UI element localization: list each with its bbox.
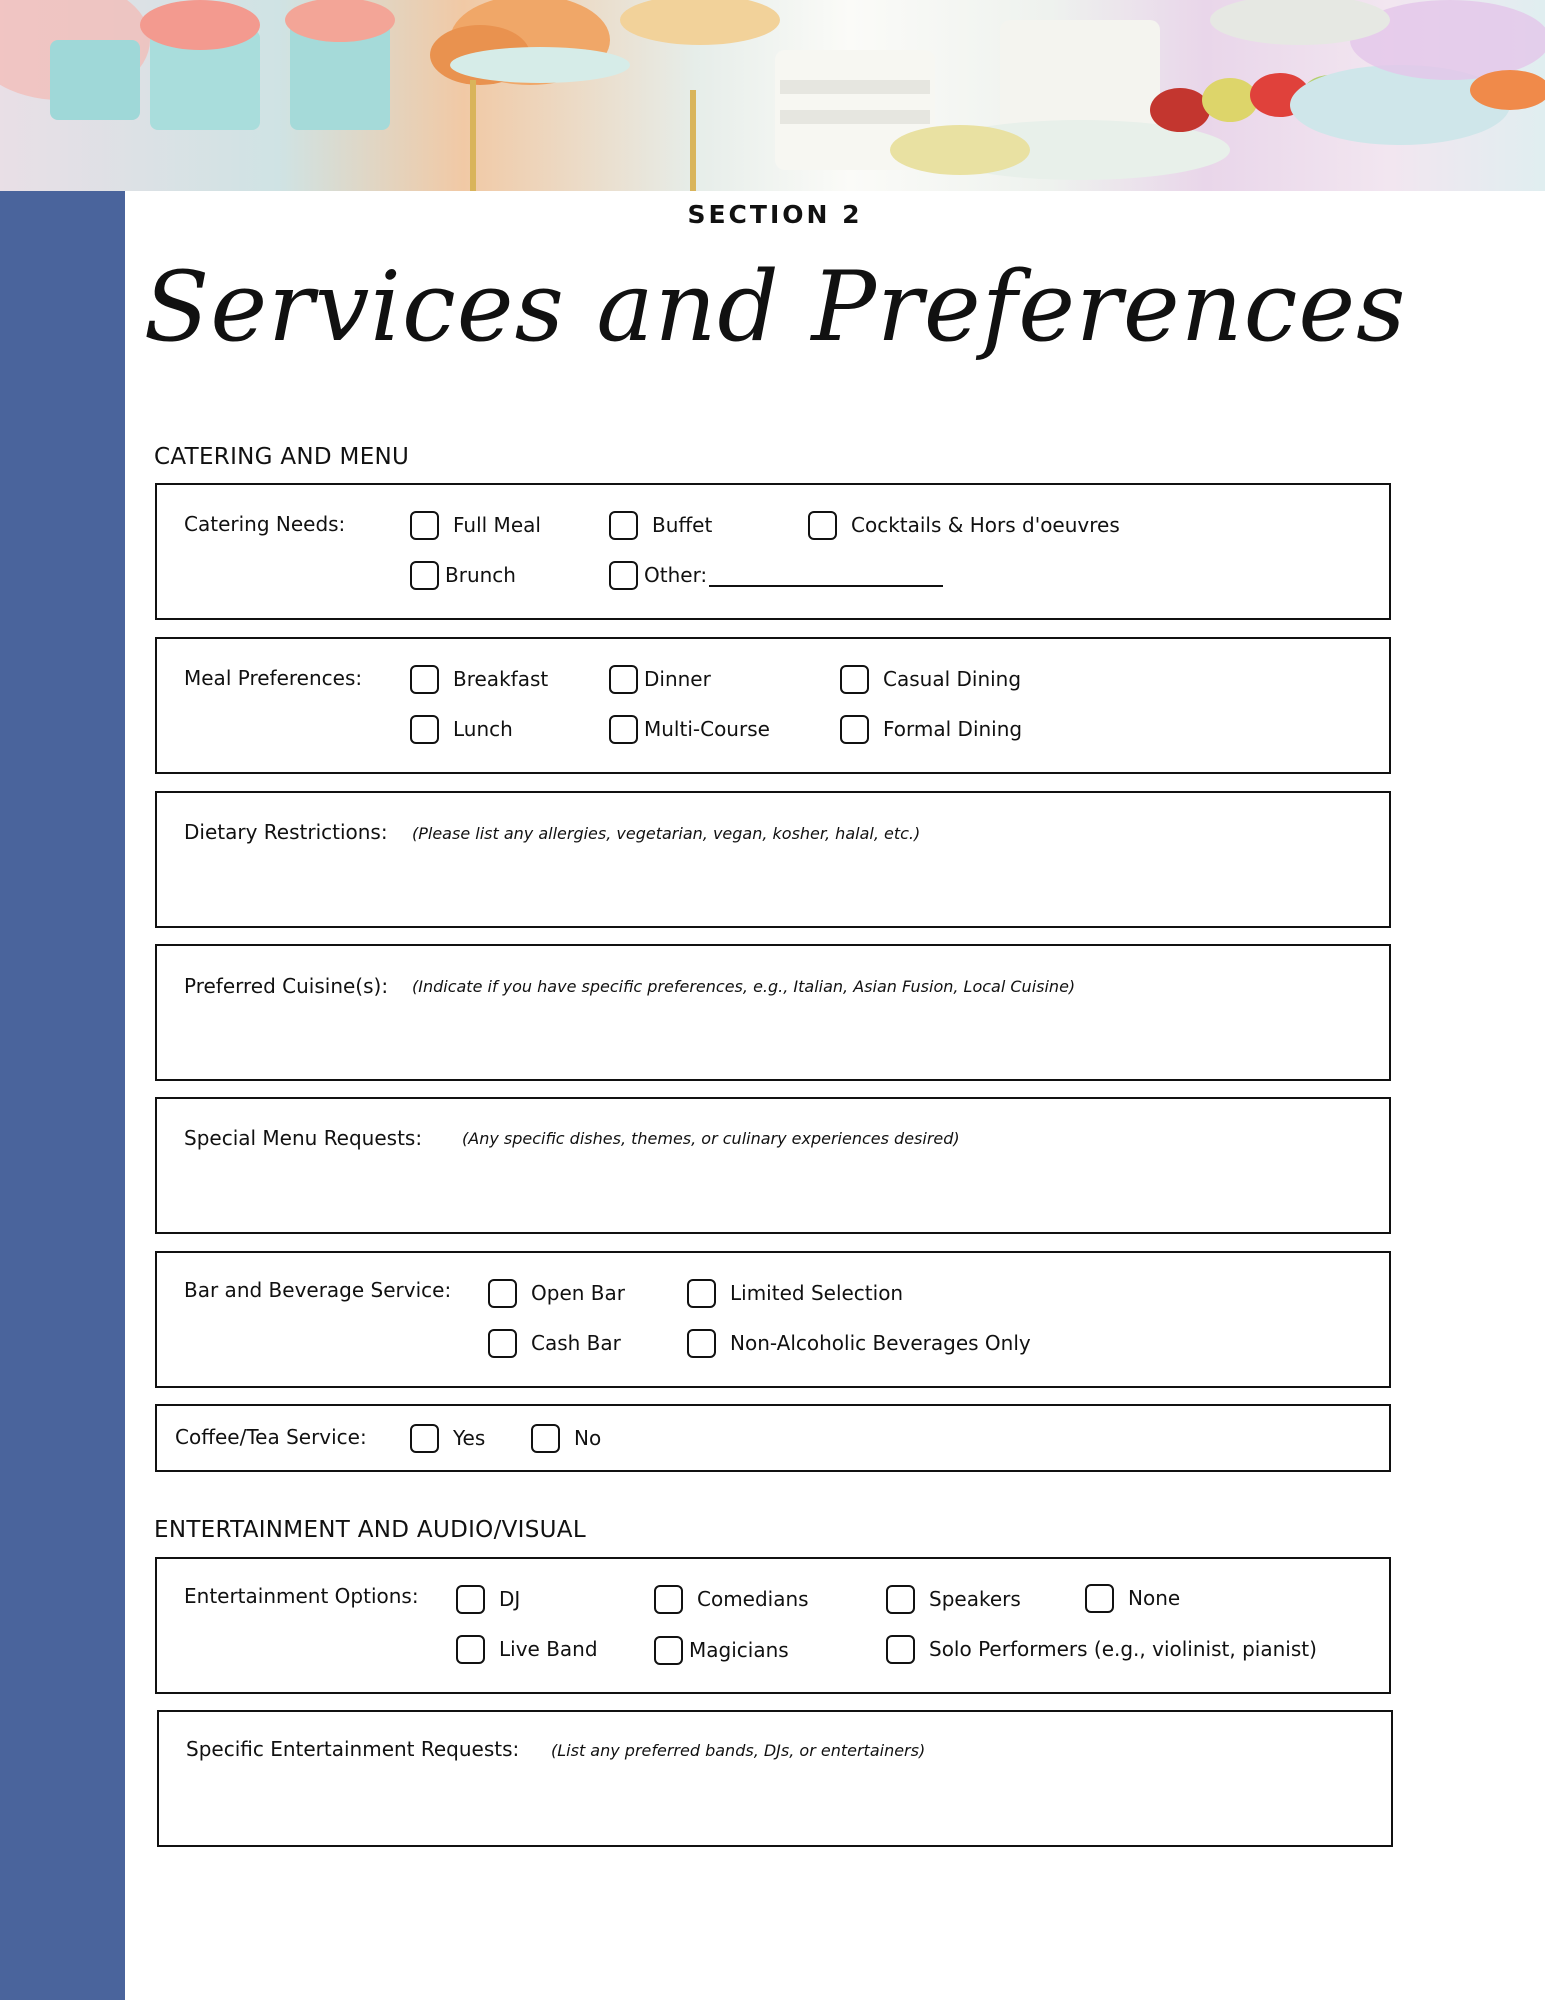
catering-heading: CATERING AND MENU bbox=[154, 444, 410, 470]
dietary-restrictions-box[interactable] bbox=[155, 791, 1391, 928]
checkbox[interactable] bbox=[456, 1585, 485, 1614]
bar-beverage-label: Bar and Beverage Service: bbox=[184, 1278, 452, 1302]
checkbox[interactable] bbox=[410, 511, 439, 540]
option-non-alcoholic[interactable]: Non-Alcoholic Beverages Only bbox=[687, 1327, 1031, 1359]
checkbox[interactable] bbox=[410, 715, 439, 744]
option-none[interactable]: None bbox=[1085, 1582, 1180, 1614]
checkbox[interactable] bbox=[687, 1279, 716, 1308]
checkbox[interactable] bbox=[410, 1424, 439, 1453]
option-formal-dining[interactable]: Formal Dining bbox=[840, 713, 1022, 745]
hero-banner-image bbox=[0, 0, 1545, 191]
checkbox[interactable] bbox=[886, 1635, 915, 1664]
option-full-meal[interactable]: Full Meal bbox=[410, 509, 541, 541]
checkbox[interactable] bbox=[808, 511, 837, 540]
checkbox[interactable] bbox=[609, 715, 638, 744]
coffee-tea-box bbox=[155, 1404, 1391, 1472]
preferred-cuisine-label: Preferred Cuisine(s): bbox=[184, 974, 389, 998]
checkbox[interactable] bbox=[1085, 1584, 1114, 1613]
specific-entertainment-hint: (List any preferred bands, DJs, or entertainers) bbox=[551, 1741, 926, 1760]
dietary-restrictions-hint: (Please list any allergies, vegetarian, vegan, kosher, halal, etc.) bbox=[412, 824, 921, 843]
checkbox[interactable] bbox=[609, 511, 638, 540]
checkbox[interactable] bbox=[531, 1424, 560, 1453]
page-title: Services and Preferences bbox=[143, 251, 1407, 363]
option-limited-selection[interactable]: Limited Selection bbox=[687, 1277, 903, 1309]
dietary-restrictions-label: Dietary Restrictions: bbox=[184, 820, 388, 844]
option-live-band[interactable]: Live Band bbox=[456, 1633, 598, 1665]
catering-needs-label: Catering Needs: bbox=[184, 512, 346, 536]
entertainment-options-label: Entertainment Options: bbox=[184, 1584, 419, 1608]
option-dj[interactable]: DJ bbox=[456, 1583, 520, 1615]
checkbox[interactable] bbox=[687, 1329, 716, 1358]
section-label: SECTION 2 bbox=[687, 200, 863, 229]
checkbox[interactable] bbox=[410, 561, 439, 590]
catering-needs-box bbox=[155, 483, 1391, 620]
other-text-field[interactable] bbox=[709, 563, 943, 587]
preferred-cuisine-hint: (Indicate if you have specific preferences, e.g., Italian, Asian Fusion, Local Cuisine) bbox=[412, 977, 1076, 996]
meal-preferences-box bbox=[155, 637, 1391, 774]
checkbox[interactable] bbox=[654, 1636, 683, 1665]
option-open-bar[interactable]: Open Bar bbox=[488, 1277, 625, 1309]
checkbox[interactable] bbox=[609, 665, 638, 694]
option-other[interactable]: Other: bbox=[609, 559, 943, 591]
option-comedians[interactable]: Comedians bbox=[654, 1583, 809, 1615]
checkbox[interactable] bbox=[886, 1585, 915, 1614]
option-dinner[interactable]: Dinner bbox=[609, 663, 711, 695]
option-cash-bar[interactable]: Cash Bar bbox=[488, 1327, 621, 1359]
special-menu-requests-hint: (Any specific dishes, themes, or culinary experiences desired) bbox=[462, 1129, 960, 1148]
option-lunch[interactable]: Lunch bbox=[410, 713, 513, 745]
specific-entertainment-box[interactable] bbox=[157, 1710, 1393, 1847]
special-menu-requests-label: Special Menu Requests: bbox=[184, 1126, 423, 1150]
option-solo-performers[interactable]: Solo Performers (e.g., violinist, pianist) bbox=[886, 1633, 1317, 1665]
specific-entertainment-label: Specific Entertainment Requests: bbox=[186, 1737, 520, 1761]
checkbox[interactable] bbox=[654, 1585, 683, 1614]
option-speakers[interactable]: Speakers bbox=[886, 1583, 1021, 1615]
left-sidebar-band bbox=[0, 191, 125, 2000]
coffee-tea-label: Coffee/Tea Service: bbox=[175, 1425, 367, 1449]
option-coffee-no[interactable]: No bbox=[531, 1422, 601, 1454]
checkbox[interactable] bbox=[410, 665, 439, 694]
entertainment-options-box bbox=[155, 1557, 1391, 1694]
option-casual-dining[interactable]: Casual Dining bbox=[840, 663, 1021, 695]
option-multi-course[interactable]: Multi-Course bbox=[609, 713, 770, 745]
checkbox[interactable] bbox=[840, 665, 869, 694]
meal-preferences-label: Meal Preferences: bbox=[184, 666, 363, 690]
option-breakfast[interactable]: Breakfast bbox=[410, 663, 548, 695]
preferred-cuisine-box[interactable] bbox=[155, 944, 1391, 1081]
option-buffet[interactable]: Buffet bbox=[609, 509, 712, 541]
bar-beverage-box bbox=[155, 1251, 1391, 1388]
option-magicians[interactable]: Magicians bbox=[654, 1634, 789, 1666]
entertainment-heading: ENTERTAINMENT AND AUDIO/VISUAL bbox=[154, 1517, 586, 1543]
checkbox[interactable] bbox=[840, 715, 869, 744]
option-brunch[interactable]: Brunch bbox=[410, 559, 516, 591]
option-cocktails[interactable]: Cocktails & Hors d'oeuvres bbox=[808, 509, 1120, 541]
checkbox[interactable] bbox=[456, 1635, 485, 1664]
option-coffee-yes[interactable]: Yes bbox=[410, 1422, 485, 1454]
checkbox[interactable] bbox=[609, 561, 638, 590]
special-menu-requests-box[interactable] bbox=[155, 1097, 1391, 1234]
checkbox[interactable] bbox=[488, 1279, 517, 1308]
checkbox[interactable] bbox=[488, 1329, 517, 1358]
